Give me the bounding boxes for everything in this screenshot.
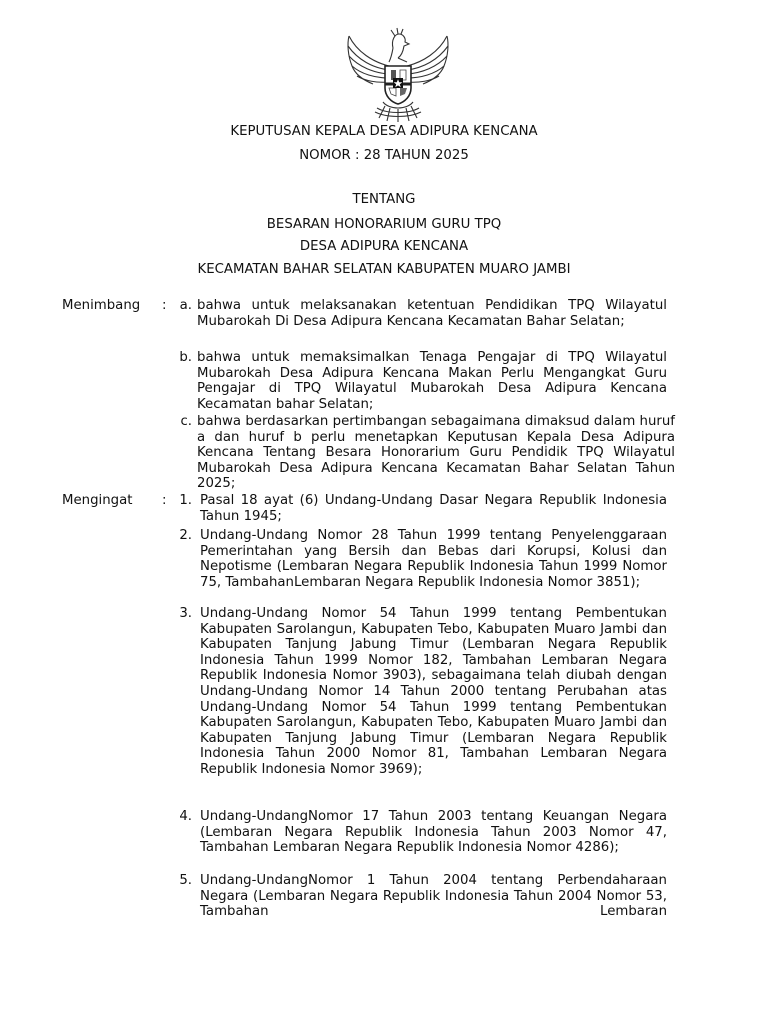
garuda-emblem-icon [343,26,453,122]
menimbang-item-c: bahwa berdasarkan pertimbangan sebagaimana dimaksud dalam huruf a dan huruf b perlu menetapkan Keputusan Kepala Desa Adipura Kencana Tentang Besara Honorarium Guru Pendidik TPQ Wilayatul Mubarokah Desa Adipura Kencana Kecamatan Bahar Selatan Tahun 2025; [197,414,675,492]
mengingat-item-marker: 4. [179,809,192,824]
subject-line-1: BESARAN HONORARIUM GURU TPQ [266,217,502,232]
mengingat-item-marker: 1. [179,493,192,508]
menimbang-item-b: bahwa untuk memaksimalkan Tenaga Pengajar di TPQ Wilayatul Mubarokah Desa Adipura Kencana Makan Perlu Mengangkat Guru Pengajar di TPQ Wilayatul Mubarokah Desa Adipura Kencana Kecamatan bahar Selatan; [197,350,667,412]
mengingat-colon: : [162,493,167,508]
mengingat-item-5: Undang-UndangNomor 1 Tahun 2004 tentang Perbendaharaan Negara (Lembaran Negara Republik Indonesia Tahun 2004 Nomor 53, Tambahan Lembaran [200,873,667,920]
decree-title: KEPUTUSAN KEPALA DESA ADIPURA KENCANA [230,124,538,139]
mengingat-item-marker: 2. [179,528,192,543]
menimbang-item-marker: b. [179,350,192,365]
subject-line-3: KECAMATAN BAHAR SELATAN KABUPATEN MUARO JAMBI [197,262,571,277]
mengingat-item-2: Undang-Undang Nomor 28 Tahun 1999 tentang Penyelenggaraan Pemerintahan yang Bersih dan Bebas dari Korupsi, Kolusi dan Nepotisme (Lembaran Negara Republik Indonesia Tahun 1999 Nomor 75, TambahanLembaran Negara Republik Indonesia Nomor 3851); [200,528,667,590]
mengingat-item-1: Pasal 18 ayat (6) Undang-Undang Dasar Negara Republik Indonesia Tahun 1945; [200,493,667,524]
tentang-heading: TENTANG [352,192,416,207]
mengingat-item-marker: 5. [179,873,192,888]
mengingat-label: Mengingat [62,493,133,508]
decree-number: NOMOR : 28 TAHUN 2025 [299,148,469,163]
mengingat-item-4: Undang-UndangNomor 17 Tahun 2003 tentang Keuangan Negara (Lembaran Negara Republik Indonesia Tahun 2003 Nomor 47, Tambahan Lembaran Negara Republik Indonesia Nomor 4286); [200,809,667,856]
subject-line-2: DESA ADIPURA KENCANA [299,239,469,254]
mengingat-item-3: Undang-Undang Nomor 54 Tahun 1999 tentang Pembentukan Kabupaten Sarolangun, Kabupaten Tebo, Kabupaten Muaro Jambi dan Kabupaten Tanjung Jabung Timur (Lembaran Negara Republik Indonesia Tahun 1999 Nomor 182, Tambahan Lembaran Negara Republik Indonesia Nomor 3903), sebagaimana telah diubah dengan Undang-Undang Nomor 14 Tahun 2000 tentang Perubahan atas Undang-Undang Nomor 54 Tahun 1999 tentang Pembentukan Kabupaten Sarolangun, Kabupaten Tebo, Kabupaten Muaro Jambi dan Kabupaten Tanjung Jabung Timur (Lembaran Negara Republik Indonesia Tahun 2000 Nomor 81, Tambahan Lembaran Negara Republik Indonesia Nomor 3969); [200,606,667,777]
menimbang-colon: : [162,298,167,313]
menimbang-item-a: bahwa untuk melaksanakan ketentuan Pendidikan TPQ Wilayatul Mubarokah Di Desa Adipura Kencana Kecamatan Bahar Selatan; [197,298,667,329]
menimbang-label: Menimbang [62,298,141,313]
mengingat-item-marker: 3. [179,606,192,621]
menimbang-item-marker: c. [180,414,192,429]
menimbang-item-marker: a. [179,298,192,313]
